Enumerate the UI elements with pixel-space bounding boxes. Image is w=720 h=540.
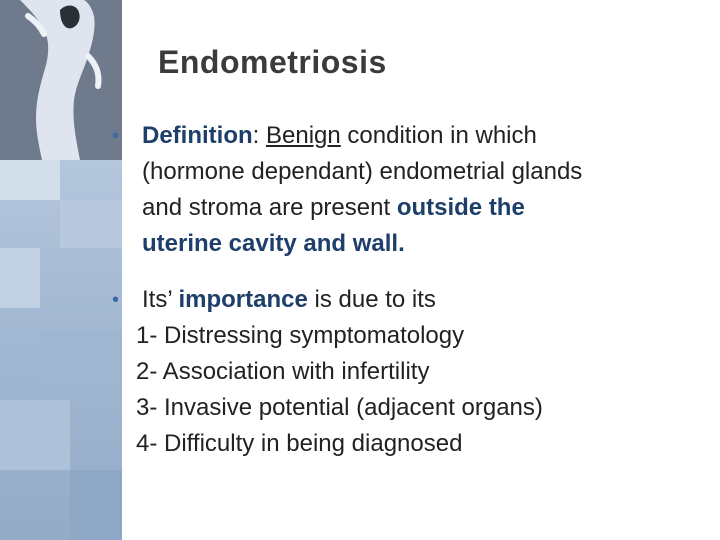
decorative-tile xyxy=(0,400,70,470)
list-item: 4- Difficulty in being diagnosed xyxy=(136,430,463,457)
list-item: 2- Association with infertility xyxy=(136,358,430,385)
intro-text: Its’ xyxy=(142,286,179,313)
definition-bullet xyxy=(112,118,672,262)
underlined-word: Benign xyxy=(266,122,341,149)
bullet-dot: • xyxy=(112,125,120,147)
decorative-tile xyxy=(40,330,122,386)
intro-text-end: is due to its xyxy=(307,286,436,313)
list-item: 3- Invasive potential (adjacent organs) xyxy=(136,394,543,421)
decorative-tile xyxy=(0,160,60,200)
definition-line-3: and stroma are present xyxy=(142,194,397,221)
continuation-line xyxy=(112,154,672,190)
term-label: Definition xyxy=(142,122,253,149)
list-item: 1- Distressing symptomatology xyxy=(136,322,465,349)
bullet-row xyxy=(112,118,672,154)
colon-text: : xyxy=(252,122,266,149)
definition-text: condition in which xyxy=(340,122,537,149)
emphasis-text: importance xyxy=(178,286,308,313)
decorative-photo xyxy=(0,0,122,160)
continuation-line xyxy=(112,190,672,226)
bullet-row xyxy=(112,282,672,318)
emphasis-text: outside the xyxy=(396,194,525,221)
importance-bullet xyxy=(112,282,672,462)
figure-silhouette-image xyxy=(0,0,122,160)
emphasis-text: uterine cavity and wall. xyxy=(142,230,405,257)
bullet-dot: • xyxy=(112,289,120,311)
decorative-tile xyxy=(0,248,40,308)
slide-title: Endometriosis xyxy=(158,44,387,80)
decorative-sidebar xyxy=(0,0,122,540)
decorative-tile xyxy=(70,470,122,540)
definition-line-2: (hormone dependant) endometrial glands xyxy=(142,158,583,185)
continuation-line xyxy=(112,226,672,262)
